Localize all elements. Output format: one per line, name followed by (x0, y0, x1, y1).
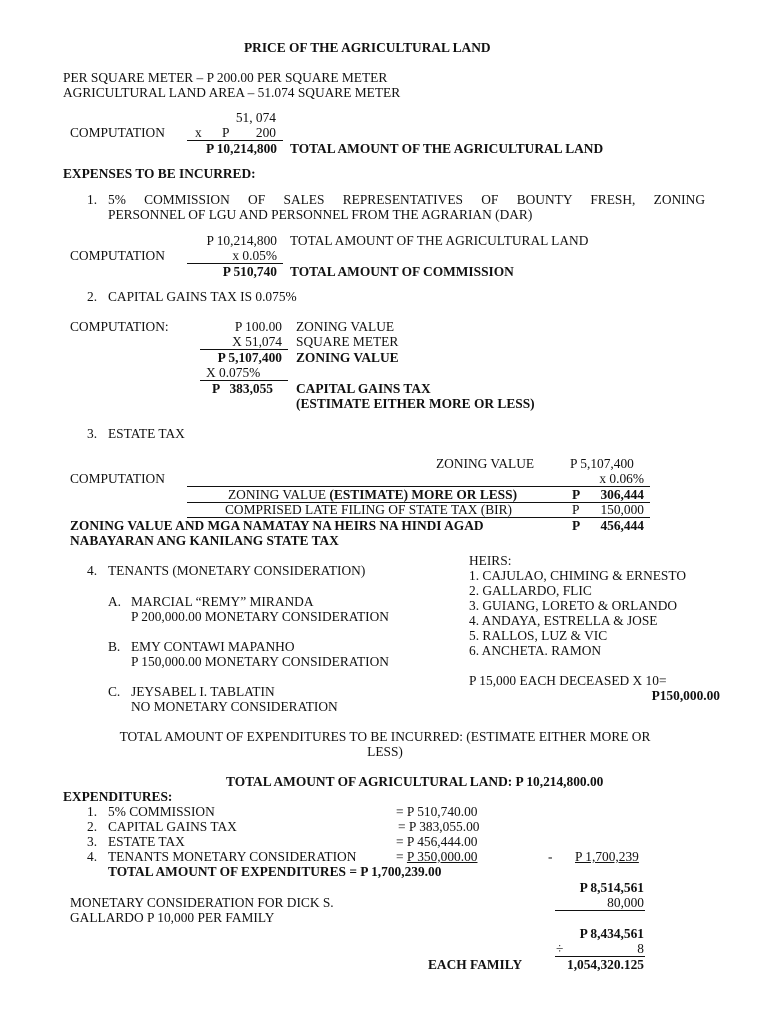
expenditure-number: 4. (87, 849, 98, 864)
minus-sign: - (548, 849, 553, 864)
item2-number: 2. (87, 289, 98, 304)
expenditure-number: 2. (87, 819, 98, 834)
heirs-each-deceased: P 15,000 EACH DECEASED X 10= (469, 673, 667, 688)
item3-row1-p: P (572, 487, 581, 502)
expenditure-number: 1. (87, 804, 98, 819)
expenses-heading: EXPENSES TO BE INCURRED: (63, 166, 256, 181)
item2-row-value: P 383,055 (212, 381, 274, 396)
heir-item: 6. ANCHETA. RAMON (469, 643, 602, 658)
comp1-p: P (222, 125, 230, 140)
item2-row-label: ZONING VALUE (296, 350, 399, 365)
item4-text: TENANTS (MONETARY CONSIDERATION) (108, 563, 366, 578)
divisor: 8 (637, 941, 644, 956)
expenditure-value (396, 849, 477, 864)
item3-row1-label-b: (ESTIMATE) MORE OR LESS) (329, 487, 518, 502)
item3-row2-label: COMPRISED LATE FILING OF STATE TAX (BIR) (225, 502, 512, 517)
tenant-letter: C. (108, 684, 121, 699)
heirs-heading: HEIRS: (469, 553, 512, 568)
minus-value: P 1,700,239 (575, 849, 639, 864)
total-land: TOTAL AMOUNT OF AGRICULTURAL LAND: P 10,214,800.00 (226, 774, 604, 789)
dick-line1: MONETARY CONSIDERATION FOR DICK S. (70, 895, 334, 910)
item3-total-line1: ZONING VALUE AND MGA NAMATAY NA HEIRS NA HINDI AGAD (70, 518, 484, 533)
heir-item: 2. GALLARDO, FLIC (469, 583, 592, 598)
balance-2: P 8,434,561 (579, 926, 644, 941)
dick-line2: GALLARDO P 10,000 PER FAMILY (70, 910, 275, 925)
total-expenditures-line2: LESS) (367, 744, 403, 759)
balance-1: P 8,514,561 (579, 880, 644, 895)
item3-row1-label-a: ZONING VALUE (228, 487, 330, 502)
item3-multiplier: x 0.06% (599, 471, 644, 486)
expenditure-label: 5% COMMISSION (108, 804, 215, 819)
tenant-letter: A. (108, 594, 122, 609)
expenditure-number: 3. (87, 834, 98, 849)
heir-item: 4. ANDAYA, ESTRELLA & JOSE (469, 613, 658, 628)
item3-number: 3. (87, 426, 98, 441)
expenditures-total: TOTAL AMOUNT OF EXPENDITURES = P 1,700,239.00 (108, 864, 442, 879)
tenant-name: MARCIAL “REMY” MIRANDA (131, 594, 314, 609)
item3-total-line2: NABAYARAN ANG KANILANG STATE TAX (70, 533, 339, 548)
item2-row-value: X 0.075% (206, 365, 261, 380)
item1-text-line1: 5% COMMISSION OF SALES REPRESENTATIVES OF BOUNTY FRESH, ZONING (108, 192, 705, 207)
price-per-sqm: PER SQUARE METER – P 200.00 PER SQUARE METER (63, 70, 388, 85)
item3-row1-label (228, 487, 517, 502)
expenditure-label: TENANTS MONETARY CONSIDERATION (108, 849, 357, 864)
dick-value: 80,000 (607, 895, 644, 910)
expenditure-value: = P 456,444.00 (396, 834, 478, 849)
tenant-detail: NO MONETARY CONSIDERATION (131, 699, 338, 714)
item2-row-value: P 100.00 (234, 319, 282, 334)
balance-rule-1 (555, 910, 645, 911)
item2-note: (ESTIMATE EITHER MORE OR LESS) (296, 396, 535, 411)
item1-multiplier: x 0.05% (232, 248, 277, 263)
item1-text-line2: PERSONNEL OF LGU AND PERSONNEL FROM THE AGRARIAN (DAR) (108, 207, 533, 222)
item1-result: P 510,740 (222, 264, 277, 279)
item2-row-value: X 51,074 (232, 334, 282, 349)
heir-item: 3. GUIANG, LORETO & ORLANDO (469, 598, 678, 613)
item3-zoning-label: ZONING VALUE (436, 456, 535, 471)
item3-row2-value: 150,000 (600, 502, 644, 517)
item3-row1-value: 306,444 (600, 487, 644, 502)
item3-total-p: P (572, 518, 581, 533)
expenditure-value: = P 383,055.00 (398, 819, 480, 834)
item3-comp-label: COMPUTATION (70, 471, 165, 486)
land-area: AGRICULTURAL LAND AREA – 51.074 SQUARE METER (63, 85, 401, 100)
item1-result-label: TOTAL AMOUNT OF COMMISSION (290, 264, 514, 279)
item3-text: ESTATE TAX (108, 426, 185, 441)
each-family-label: EACH FAMILY (428, 957, 523, 972)
item3-zoning-value: P 5,107,400 (570, 456, 634, 471)
item2-row-label: SQUARE METER (296, 334, 399, 349)
item2-row-label: ZONING VALUE (296, 319, 395, 334)
heirs-total: P150,000.00 (651, 688, 720, 703)
heir-item: 1. CAJULAO, CHIMING & ERNESTO (469, 568, 686, 583)
item3-total-value: 456,444 (600, 518, 644, 533)
comp1-label: COMPUTATION (70, 125, 165, 140)
tenant-letter: B. (108, 639, 121, 654)
tenant-detail: P 150,000.00 MONETARY CONSIDERATION (131, 654, 389, 669)
expenditure-label: CAPITAL GAINS TAX (108, 819, 237, 834)
expenditure-value-eq: = (396, 849, 407, 864)
expenditure-label: ESTATE TAX (108, 834, 185, 849)
item1-base-label: TOTAL AMOUNT OF THE AGRICULTURAL LAND (290, 233, 589, 248)
item4-number: 4. (87, 563, 98, 578)
expenditure-value: = P 510,740.00 (396, 804, 478, 819)
comp1-area: 51, 074 (235, 110, 276, 125)
tenant-name: JEYSABEL I. TABLATIN (131, 684, 275, 699)
comp1-x: x (195, 125, 202, 140)
item1-comp-label: COMPUTATION (70, 248, 165, 263)
comp1-multiplier: 200 (255, 125, 276, 140)
comp1-result-label: TOTAL AMOUNT OF THE AGRICULTURAL LAND (290, 141, 604, 156)
comp1-result: P 10,214,800 (205, 141, 277, 156)
item2-row-label: CAPITAL GAINS TAX (296, 381, 431, 396)
tenant-name: EMY CONTAWI MAPANHO (131, 639, 295, 654)
tenant-detail: P 200,000.00 MONETARY CONSIDERATION (131, 609, 389, 624)
heir-item: 5. RALLOS, LUZ & VIC (469, 628, 608, 643)
divide-sign: ÷ (556, 941, 564, 956)
item1-number: 1. (87, 192, 98, 207)
item1-base: P 10,214,800 (206, 233, 277, 248)
each-family-value: 1,054,320.125 (567, 957, 644, 972)
item2-text: CAPITAL GAINS TAX IS 0.075% (108, 289, 297, 304)
item3-row2-p: P (572, 502, 580, 517)
page-title: PRICE OF THE AGRICULTURAL LAND (244, 40, 491, 55)
expenditure-value-amount: P 350,000.00 (406, 849, 478, 864)
expenditures-heading: EXPENDITURES: (63, 789, 173, 804)
item2-comp-label: COMPUTATION: (70, 319, 169, 334)
item2-row-value: P 5,107,400 (217, 350, 282, 365)
total-expenditures-line1: TOTAL AMOUNT OF EXPENDITURES TO BE INCURRED: (ESTIMATE EITHER MORE OR (119, 729, 651, 744)
